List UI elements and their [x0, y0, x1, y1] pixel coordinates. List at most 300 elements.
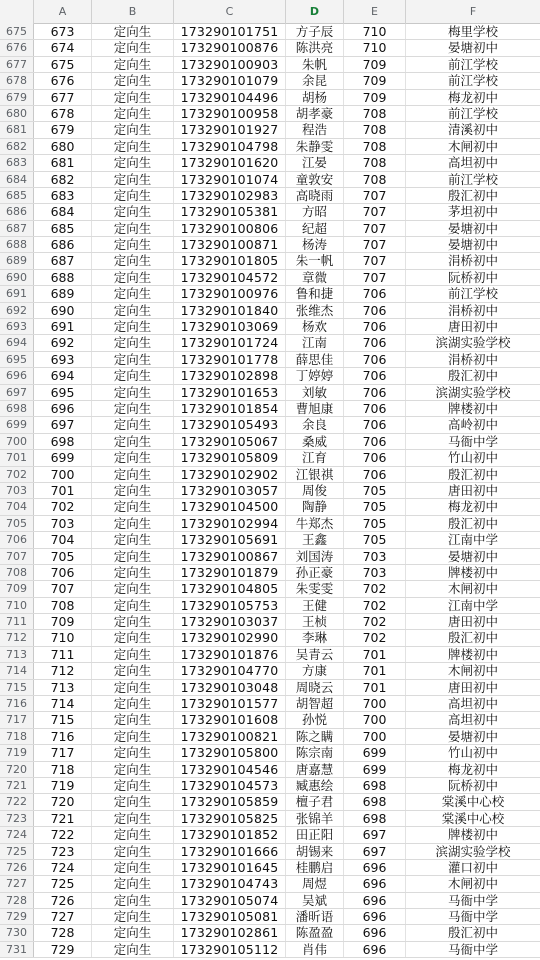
cell-type[interactable]: 定向生: [92, 467, 174, 482]
cell-name[interactable]: 高晓雨: [286, 188, 344, 203]
cell-seq[interactable]: 729: [34, 942, 92, 957]
cell-type[interactable]: 定向生: [92, 270, 174, 285]
cell-school[interactable]: 灌口初中: [447, 859, 498, 875]
cell-school[interactable]: 木闸初中: [447, 138, 498, 154]
cell-score[interactable]: 696: [344, 925, 406, 940]
row-header[interactable]: 694: [0, 335, 34, 350]
cell-school[interactable]: 牌楼初中: [447, 400, 498, 416]
cell-seq[interactable]: 728: [34, 925, 92, 940]
cell-name[interactable]: 檀子君: [286, 794, 344, 809]
cell-type[interactable]: 定向生: [92, 844, 174, 859]
cell-type[interactable]: 定向生: [92, 319, 174, 334]
cell-type[interactable]: 定向生: [92, 253, 174, 268]
cell-score[interactable]: 706: [344, 303, 406, 318]
cell-exam-id[interactable]: 173290102902: [174, 467, 286, 482]
cell-type[interactable]: 定向生: [92, 303, 174, 318]
cell-name[interactable]: 肖伟: [286, 942, 344, 957]
cell-score[interactable]: 700: [344, 696, 406, 711]
cell-exam-id[interactable]: 173290101876: [174, 647, 286, 662]
cell-score[interactable]: 702: [344, 614, 406, 629]
cell-score[interactable]: 696: [344, 893, 406, 908]
row-header[interactable]: 707: [0, 549, 34, 564]
cell-exam-id[interactable]: 173290105691: [174, 532, 286, 547]
cell-school[interactable]: 殷汇初中: [447, 925, 498, 941]
cell-score[interactable]: 697: [344, 827, 406, 842]
cell-score[interactable]: 703: [344, 565, 406, 580]
cell-type[interactable]: 定向生: [92, 24, 174, 39]
cell-name[interactable]: 陈盈盈: [286, 925, 344, 940]
cell-name[interactable]: 王桢: [286, 614, 344, 629]
cell-name[interactable]: 周煜: [286, 876, 344, 891]
row-header[interactable]: 705: [0, 516, 34, 531]
cell-seq[interactable]: 707: [34, 581, 92, 596]
cell-school[interactable]: 唐田初中: [447, 614, 498, 630]
cell-score[interactable]: 709: [344, 57, 406, 72]
cell-seq[interactable]: 675: [34, 57, 92, 72]
cell-score[interactable]: 705: [344, 483, 406, 498]
cell-score[interactable]: 701: [344, 680, 406, 695]
cell-seq[interactable]: 720: [34, 794, 92, 809]
cell-seq[interactable]: 724: [34, 860, 92, 875]
cell-type[interactable]: 定向生: [92, 434, 174, 449]
cell-seq[interactable]: 676: [34, 73, 92, 88]
cell-seq[interactable]: 686: [34, 237, 92, 252]
column-header-a[interactable]: A: [34, 0, 92, 24]
cell-exam-id[interactable]: 173290100821: [174, 729, 286, 744]
cell-exam-id[interactable]: 173290105753: [174, 598, 286, 613]
row-header[interactable]: 711: [0, 614, 34, 629]
row-header[interactable]: 693: [0, 319, 34, 334]
cell-exam-id[interactable]: 173290101079: [174, 73, 286, 88]
cell-seq[interactable]: 716: [34, 729, 92, 744]
cell-seq[interactable]: 677: [34, 90, 92, 105]
cell-name[interactable]: 余良: [286, 417, 344, 432]
row-header[interactable]: 721: [0, 778, 34, 793]
cell-type[interactable]: 定向生: [92, 237, 174, 252]
row-header[interactable]: 723: [0, 811, 34, 826]
cell-score[interactable]: 709: [344, 90, 406, 105]
cell-score[interactable]: 706: [344, 368, 406, 383]
cell-seq[interactable]: 702: [34, 499, 92, 514]
cell-seq[interactable]: 723: [34, 844, 92, 859]
cell-exam-id[interactable]: 173290104770: [174, 663, 286, 678]
cell-seq[interactable]: 709: [34, 614, 92, 629]
cell-exam-id[interactable]: 173290101645: [174, 860, 286, 875]
cell-name[interactable]: 陈之瞒: [286, 729, 344, 744]
cell-exam-id[interactable]: 173290101854: [174, 401, 286, 416]
row-header[interactable]: 714: [0, 663, 34, 678]
cell-seq[interactable]: 674: [34, 40, 92, 55]
cell-exam-id[interactable]: 173290100867: [174, 549, 286, 564]
cell-name[interactable]: 刘敏: [286, 385, 344, 400]
cell-exam-id[interactable]: 173290101724: [174, 335, 286, 350]
cell-type[interactable]: 定向生: [92, 778, 174, 793]
cell-school[interactable]: 晏塘初中: [447, 237, 498, 253]
cell-exam-id[interactable]: 173290101927: [174, 122, 286, 137]
row-header[interactable]: 698: [0, 401, 34, 416]
cell-type[interactable]: 定向生: [92, 680, 174, 695]
cell-type[interactable]: 定向生: [92, 860, 174, 875]
cell-exam-id[interactable]: 173290101666: [174, 844, 286, 859]
cell-name[interactable]: 胡锡来: [286, 844, 344, 859]
cell-score[interactable]: 702: [344, 598, 406, 613]
cell-score[interactable]: 700: [344, 712, 406, 727]
cell-name[interactable]: 江育: [286, 450, 344, 465]
cell-type[interactable]: 定向生: [92, 745, 174, 760]
cell-exam-id[interactable]: 173290104805: [174, 581, 286, 596]
cell-seq[interactable]: 693: [34, 352, 92, 367]
cell-name[interactable]: 陶静: [286, 499, 344, 514]
cell-seq[interactable]: 725: [34, 876, 92, 891]
cell-type[interactable]: 定向生: [92, 893, 174, 908]
cell-type[interactable]: 定向生: [92, 565, 174, 580]
cell-seq[interactable]: 727: [34, 909, 92, 924]
row-header[interactable]: 702: [0, 467, 34, 482]
cell-seq[interactable]: 681: [34, 155, 92, 170]
row-header[interactable]: 679: [0, 90, 34, 105]
column-header-f[interactable]: F: [469, 5, 477, 18]
cell-type[interactable]: 定向生: [92, 204, 174, 219]
column-header-b[interactable]: B: [92, 0, 174, 24]
cell-name[interactable]: 朱雯雯: [286, 581, 344, 596]
cell-seq[interactable]: 710: [34, 630, 92, 645]
cell-name[interactable]: 孙悦: [286, 712, 344, 727]
cell-exam-id[interactable]: 173290100806: [174, 221, 286, 236]
cell-name[interactable]: 桑威: [286, 434, 344, 449]
cell-name[interactable]: 胡智超: [286, 696, 344, 711]
cell-score[interactable]: 706: [344, 417, 406, 432]
cell-school[interactable]: 涓桥初中: [447, 253, 498, 269]
cell-school[interactable]: 牌楼初中: [447, 827, 498, 843]
cell-exam-id[interactable]: 173290101577: [174, 696, 286, 711]
cell-type[interactable]: 定向生: [92, 630, 174, 645]
cell-school[interactable]: 涓桥初中: [447, 351, 498, 367]
cell-score[interactable]: 702: [344, 630, 406, 645]
cell-type[interactable]: 定向生: [92, 499, 174, 514]
cell-exam-id[interactable]: 173290103048: [174, 680, 286, 695]
cell-name[interactable]: 朱帆: [286, 57, 344, 72]
cell-seq[interactable]: 690: [34, 303, 92, 318]
cell-exam-id[interactable]: 173290102990: [174, 630, 286, 645]
cell-exam-id[interactable]: 173290105112: [174, 942, 286, 957]
cell-type[interactable]: 定向生: [92, 876, 174, 891]
row-header[interactable]: 676: [0, 40, 34, 55]
cell-name[interactable]: 方康: [286, 663, 344, 678]
cell-school[interactable]: 高岭初中: [447, 417, 498, 433]
cell-score[interactable]: 700: [344, 729, 406, 744]
row-header[interactable]: 704: [0, 499, 34, 514]
cell-type[interactable]: 定向生: [92, 90, 174, 105]
cell-type[interactable]: 定向生: [92, 827, 174, 842]
cell-name[interactable]: 张维杰: [286, 303, 344, 318]
cell-name[interactable]: 张锦羊: [286, 811, 344, 826]
row-header[interactable]: 695: [0, 352, 34, 367]
row-header[interactable]: 691: [0, 286, 34, 301]
row-header[interactable]: 719: [0, 745, 34, 760]
cell-school[interactable]: 牌楼初中: [447, 646, 498, 662]
row-header[interactable]: 720: [0, 762, 34, 777]
cell-seq[interactable]: 706: [34, 565, 92, 580]
cell-seq[interactable]: 726: [34, 893, 92, 908]
cell-seq[interactable]: 700: [34, 467, 92, 482]
cell-school[interactable]: 滨湖实验学校: [435, 335, 511, 351]
cell-name[interactable]: 李琳: [286, 630, 344, 645]
cell-exam-id[interactable]: 173290101879: [174, 565, 286, 580]
cell-type[interactable]: 定向生: [92, 401, 174, 416]
cell-exam-id[interactable]: 173290101620: [174, 155, 286, 170]
cell-school[interactable]: 滨湖实验学校: [435, 843, 511, 859]
row-header[interactable]: 710: [0, 598, 34, 613]
cell-seq[interactable]: 673: [34, 24, 92, 39]
cell-type[interactable]: 定向生: [92, 794, 174, 809]
cell-school[interactable]: 殷汇初中: [447, 630, 498, 646]
cell-exam-id[interactable]: 173290104573: [174, 778, 286, 793]
row-header[interactable]: 715: [0, 680, 34, 695]
cell-name[interactable]: 童敦安: [286, 172, 344, 187]
cell-school[interactable]: 阮桥初中: [447, 777, 498, 793]
cell-seq[interactable]: 708: [34, 598, 92, 613]
select-all-corner[interactable]: [0, 0, 34, 24]
cell-exam-id[interactable]: 173290103069: [174, 319, 286, 334]
cell-school[interactable]: 滨湖实验学校: [435, 384, 511, 400]
cell-type[interactable]: 定向生: [92, 106, 174, 121]
cell-name[interactable]: 吴青云: [286, 647, 344, 662]
cell-seq[interactable]: 701: [34, 483, 92, 498]
cell-name[interactable]: 丁婷婷: [286, 368, 344, 383]
cell-seq[interactable]: 689: [34, 286, 92, 301]
cell-exam-id[interactable]: 173290104546: [174, 762, 286, 777]
cell-name[interactable]: 臧惠绘: [286, 778, 344, 793]
cell-score[interactable]: 701: [344, 647, 406, 662]
cell-score[interactable]: 702: [344, 581, 406, 596]
cell-seq[interactable]: 714: [34, 696, 92, 711]
cell-name[interactable]: 吴斌: [286, 893, 344, 908]
row-header[interactable]: 699: [0, 417, 34, 432]
cell-score[interactable]: 699: [344, 745, 406, 760]
cell-score[interactable]: 696: [344, 909, 406, 924]
cell-seq[interactable]: 715: [34, 712, 92, 727]
row-header[interactable]: 709: [0, 581, 34, 596]
cell-exam-id[interactable]: 173290104743: [174, 876, 286, 891]
cell-type[interactable]: 定向生: [92, 647, 174, 662]
cell-seq[interactable]: 699: [34, 450, 92, 465]
cell-name[interactable]: 朱一帆: [286, 253, 344, 268]
cell-school[interactable]: 马衙中学: [447, 892, 498, 908]
cell-type[interactable]: 定向生: [92, 335, 174, 350]
cell-name[interactable]: 陈洪亮: [286, 40, 344, 55]
cell-score[interactable]: 709: [344, 73, 406, 88]
cell-school[interactable]: 梅龙初中: [447, 761, 498, 777]
cell-score[interactable]: 697: [344, 844, 406, 859]
cell-name[interactable]: 周晓云: [286, 680, 344, 695]
cell-type[interactable]: 定向生: [92, 385, 174, 400]
cell-seq[interactable]: 680: [34, 139, 92, 154]
cell-type[interactable]: 定向生: [92, 139, 174, 154]
cell-score[interactable]: 708: [344, 122, 406, 137]
cell-score[interactable]: 701: [344, 663, 406, 678]
cell-exam-id[interactable]: 173290100876: [174, 40, 286, 55]
cell-school[interactable]: 牌楼初中: [447, 564, 498, 580]
cell-name[interactable]: 程浩: [286, 122, 344, 137]
cell-school[interactable]: 棠溪中心校: [441, 794, 505, 810]
cell-name[interactable]: 牛郑杰: [286, 516, 344, 531]
cell-score[interactable]: 707: [344, 188, 406, 203]
cell-score[interactable]: 696: [344, 876, 406, 891]
cell-score[interactable]: 707: [344, 270, 406, 285]
cell-name[interactable]: 鲁和捷: [286, 286, 344, 301]
cell-seq[interactable]: 682: [34, 172, 92, 187]
cell-name[interactable]: 薛思佳: [286, 352, 344, 367]
cell-type[interactable]: 定向生: [92, 614, 174, 629]
cell-type[interactable]: 定向生: [92, 712, 174, 727]
cell-score[interactable]: 707: [344, 221, 406, 236]
row-header[interactable]: 703: [0, 483, 34, 498]
row-header[interactable]: 687: [0, 221, 34, 236]
cell-exam-id[interactable]: 173290105067: [174, 434, 286, 449]
cell-school[interactable]: 江南中学: [447, 532, 498, 548]
cell-type[interactable]: 定向生: [92, 598, 174, 613]
cell-name[interactable]: 刘国涛: [286, 549, 344, 564]
cell-score[interactable]: 698: [344, 778, 406, 793]
cell-type[interactable]: 定向生: [92, 811, 174, 826]
cell-school[interactable]: 茅坦初中: [447, 204, 498, 220]
cell-name[interactable]: 田正阳: [286, 827, 344, 842]
cell-name[interactable]: 纪超: [286, 221, 344, 236]
cell-score[interactable]: 698: [344, 811, 406, 826]
cell-school[interactable]: 晏塘初中: [447, 220, 498, 236]
cell-exam-id[interactable]: 173290102994: [174, 516, 286, 531]
cell-score[interactable]: 706: [344, 450, 406, 465]
cell-exam-id[interactable]: 173290103037: [174, 614, 286, 629]
cell-score[interactable]: 706: [344, 319, 406, 334]
cell-name[interactable]: 方昭: [286, 204, 344, 219]
cell-type[interactable]: 定向生: [92, 122, 174, 137]
cell-type[interactable]: 定向生: [92, 696, 174, 711]
cell-exam-id[interactable]: 173290105381: [174, 204, 286, 219]
cell-type[interactable]: 定向生: [92, 925, 174, 940]
cell-school[interactable]: 高坦初中: [447, 155, 498, 171]
row-header[interactable]: 689: [0, 253, 34, 268]
cell-seq[interactable]: 704: [34, 532, 92, 547]
row-header[interactable]: 729: [0, 909, 34, 924]
cell-score[interactable]: 708: [344, 155, 406, 170]
cell-score[interactable]: 707: [344, 237, 406, 252]
cell-school[interactable]: 殷汇初中: [447, 187, 498, 203]
cell-score[interactable]: 699: [344, 762, 406, 777]
cell-exam-id[interactable]: 173290104572: [174, 270, 286, 285]
cell-exam-id[interactable]: 173290103057: [174, 483, 286, 498]
cell-score[interactable]: 708: [344, 172, 406, 187]
cell-school[interactable]: 江南中学: [447, 597, 498, 613]
cell-score[interactable]: 705: [344, 499, 406, 514]
cell-seq[interactable]: 719: [34, 778, 92, 793]
row-header[interactable]: 722: [0, 794, 34, 809]
cell-name[interactable]: 王鑫: [286, 532, 344, 547]
cell-score[interactable]: 698: [344, 794, 406, 809]
cell-exam-id[interactable]: 173290105074: [174, 893, 286, 908]
cell-seq[interactable]: 721: [34, 811, 92, 826]
cell-exam-id[interactable]: 173290105809: [174, 450, 286, 465]
cell-school[interactable]: 木闸初中: [447, 876, 498, 892]
cell-score[interactable]: 696: [344, 942, 406, 957]
cell-school[interactable]: 殷汇初中: [447, 466, 498, 482]
cell-type[interactable]: 定向生: [92, 909, 174, 924]
cell-exam-id[interactable]: 173290100871: [174, 237, 286, 252]
cell-type[interactable]: 定向生: [92, 762, 174, 777]
row-header[interactable]: 680: [0, 106, 34, 121]
cell-seq[interactable]: 683: [34, 188, 92, 203]
row-header[interactable]: 727: [0, 876, 34, 891]
column-header-c[interactable]: C: [174, 0, 286, 24]
cell-school[interactable]: 棠溪中心校: [441, 810, 505, 826]
cell-score[interactable]: 703: [344, 549, 406, 564]
cell-type[interactable]: 定向生: [92, 581, 174, 596]
row-header[interactable]: 717: [0, 712, 34, 727]
cell-name[interactable]: 江银祺: [286, 467, 344, 482]
cell-school[interactable]: 前江学校: [447, 171, 498, 187]
cell-type[interactable]: 定向生: [92, 663, 174, 678]
cell-name[interactable]: 胡杨: [286, 90, 344, 105]
cell-score[interactable]: 706: [344, 286, 406, 301]
row-header[interactable]: 677: [0, 57, 34, 72]
cell-school[interactable]: 前江学校: [447, 105, 498, 121]
cell-type[interactable]: 定向生: [92, 73, 174, 88]
cell-score[interactable]: 706: [344, 467, 406, 482]
cell-exam-id[interactable]: 173290102898: [174, 368, 286, 383]
cell-seq[interactable]: 695: [34, 385, 92, 400]
cell-school[interactable]: 涓桥初中: [447, 302, 498, 318]
row-header[interactable]: 706: [0, 532, 34, 547]
row-header[interactable]: 690: [0, 270, 34, 285]
cell-name[interactable]: 胡孝豪: [286, 106, 344, 121]
cell-exam-id[interactable]: 173290101751: [174, 24, 286, 39]
cell-exam-id[interactable]: 173290101778: [174, 352, 286, 367]
cell-exam-id[interactable]: 173290101852: [174, 827, 286, 842]
cell-seq[interactable]: 684: [34, 204, 92, 219]
cell-score[interactable]: 706: [344, 385, 406, 400]
cell-school[interactable]: 梅龙初中: [447, 499, 498, 515]
cell-school[interactable]: 前江学校: [447, 73, 498, 89]
cell-school[interactable]: 竹山初中: [447, 745, 498, 761]
cell-score[interactable]: 706: [344, 335, 406, 350]
cell-name[interactable]: 余昆: [286, 73, 344, 88]
cell-school[interactable]: 晏塘初中: [447, 728, 498, 744]
cell-score[interactable]: 710: [344, 40, 406, 55]
cell-name[interactable]: 唐嘉慧: [286, 762, 344, 777]
cell-seq[interactable]: 722: [34, 827, 92, 842]
cell-type[interactable]: 定向生: [92, 549, 174, 564]
cell-name[interactable]: 王健: [286, 598, 344, 613]
cell-seq[interactable]: 687: [34, 253, 92, 268]
cell-school[interactable]: 竹山初中: [447, 450, 498, 466]
cell-name[interactable]: 陈宗南: [286, 745, 344, 760]
cell-seq[interactable]: 712: [34, 663, 92, 678]
cell-exam-id[interactable]: 173290101805: [174, 253, 286, 268]
row-header[interactable]: 678: [0, 73, 34, 88]
cell-school[interactable]: 唐田初中: [447, 482, 498, 498]
cell-score[interactable]: 705: [344, 532, 406, 547]
row-header[interactable]: 696: [0, 368, 34, 383]
cell-school[interactable]: 唐田初中: [447, 679, 498, 695]
cell-exam-id[interactable]: 173290102861: [174, 925, 286, 940]
cell-school[interactable]: 阮桥初中: [447, 269, 498, 285]
cell-seq[interactable]: 679: [34, 122, 92, 137]
cell-name[interactable]: 桂鹏启: [286, 860, 344, 875]
cell-type[interactable]: 定向生: [92, 483, 174, 498]
cell-school[interactable]: 晏塘初中: [447, 548, 498, 564]
row-header[interactable]: 728: [0, 893, 34, 908]
cell-school[interactable]: 高坦初中: [447, 712, 498, 728]
